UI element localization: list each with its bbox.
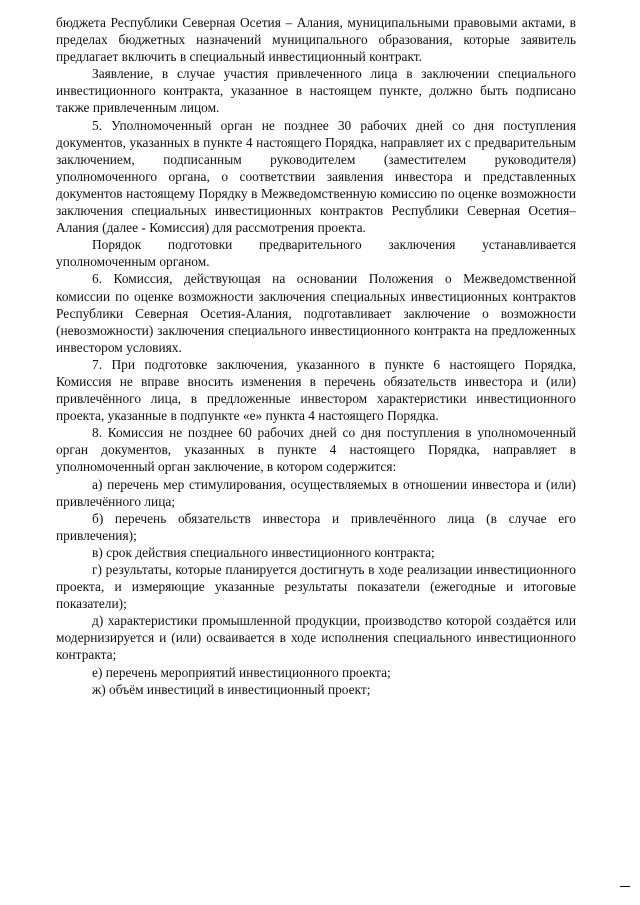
scan-mark bbox=[620, 886, 630, 887]
paragraph-application-signature: Заявление, в случае участия привлеченного лица в заключении специального инвестиционного контракта, указанное в настоящем пункте, должно быть подписано также привлеченным лицом. bbox=[56, 66, 576, 116]
document-page bbox=[56, 14, 576, 698]
list-item-v: в) срок действия специального инвестиционного контракта; bbox=[92, 544, 435, 560]
list-item-e: е) перечень мероприятий инвестиционного проекта; bbox=[92, 664, 391, 680]
list-item-zh: ж) объём инвестиций в инвестиционный проект; bbox=[92, 681, 371, 697]
paragraph-continuation: бюджета Республики Северная Осетия – Алания, муниципальными правовыми актами, в пределах бюджетных назначений муниципального образования, которые заявитель предлагает включить в специальный инвестиционный контракт. bbox=[56, 15, 576, 65]
list-item-a: а) перечень мер стимулирования, осуществляемых в отношении инвестора и (или) привлечённого лица; bbox=[56, 476, 576, 509]
paragraph-item-8: 8. Комиссия не позднее 60 рабочих дней со дня поступления в уполномоченный орган документов, указанных в пункте 4 настоящего Порядка, направляет в уполномоченный орган заключение, в котором содержится: bbox=[56, 425, 576, 475]
list-item-g: г) результаты, которые планируется достигнуть в ходе реализации инвестиционного проекта, и измеряющие указанные результаты показатели (ежегодные и итоговые показатели); bbox=[56, 562, 576, 612]
paragraph-item-6: 6. Комиссия, действующая на основании Положения о Межведомственной комиссии по оценке возможности заключения специальных инвестиционных контрактов Республики Северная Осетия-Алания, подготавливает заключение о возможности (невозможности) заключения специального инвестиционного контракта на предложенных инвестором условиях. bbox=[56, 271, 576, 355]
paragraph-item-7: 7. При подготовке заключения, указанного в пункте 6 настоящего Порядка, Комиссия не вправе вносить изменения в перечень обязательств инвестора и (или) привлечённого лица, в предложенные инвестором характеристики инвестиционного проекта, указанные в подпункте «е» пункта 4 настоящего Порядка. bbox=[56, 356, 576, 424]
paragraph-preliminary-conclusion: Порядок подготовки предварительного заключения устанавливается уполномоченным органом. bbox=[56, 237, 576, 270]
list-item-d: д) характеристики промышленной продукции, производство которой создаётся или модернизируется и (или) осваивается в ходе исполнения специального инвестиционного контракта; bbox=[56, 613, 576, 663]
list-item-b: б) перечень обязательств инвестора и привлечённого лица (в случае его привлечения); bbox=[56, 510, 576, 543]
paragraph-item-5: 5. Уполномоченный орган не позднее 30 рабочих дней со дня поступления документов, указанных в пункте 4 настоящего Порядка, направляет их с предварительным заключением, подписанным руководителем (заместителем руководителя) уполномоченного органа, о соответствии заявления инвестора и представленных документов настоящему Порядку в Межведомственную комиссию по оценке возможности заключения специальных инвестиционных контрактов Республики Северная Осетия–Алания (далее - Комиссия) для рассмотрения проекта. bbox=[56, 117, 576, 236]
